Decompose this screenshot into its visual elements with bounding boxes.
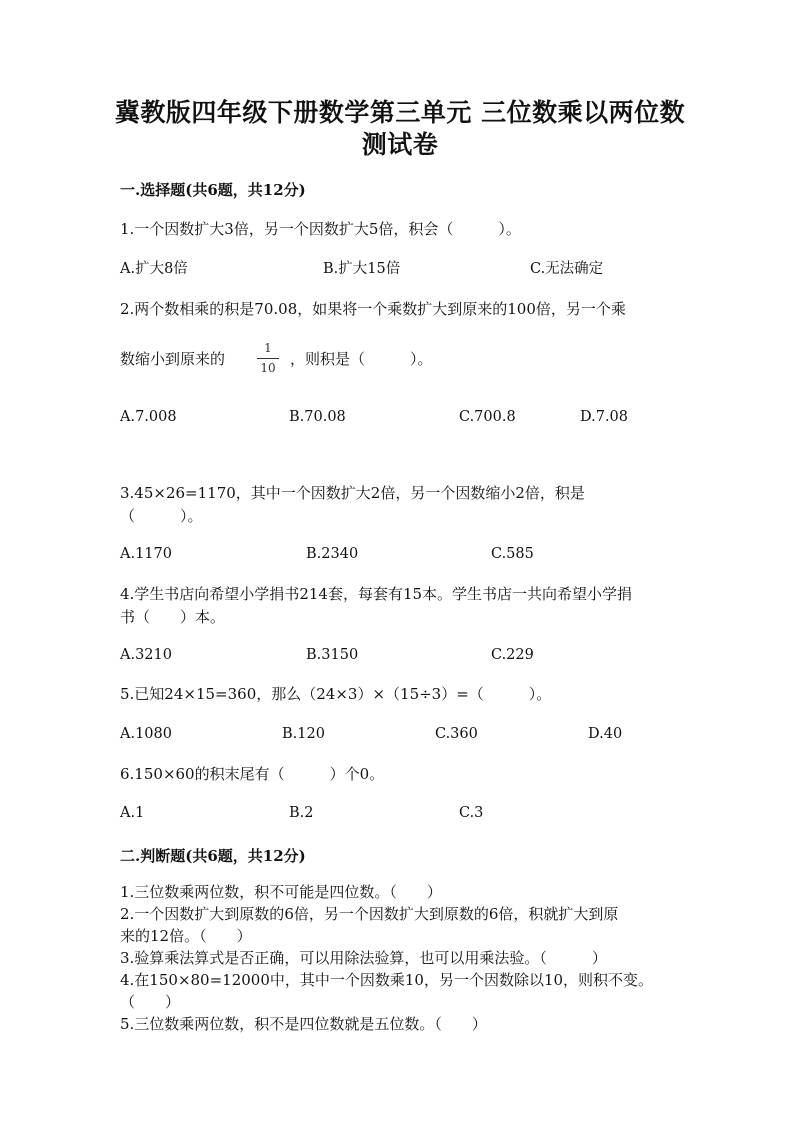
question-3-line1: 3.45×26=1170，其中一个因数扩大2倍，另一个因数缩小2倍，积是 [120,484,585,502]
q2-option-c: C.700.8 [459,409,516,425]
question-4-line1: 4.学生书店向希望小学捐书214套，每套有15本。学生书店一共向希望小学捐 [120,585,633,603]
q5-option-a: A.1080 [120,726,172,742]
q5-option-c: C.360 [435,726,478,742]
q3-option-a: A.1170 [120,546,172,562]
q6-option-b: B.2 [289,805,314,821]
fraction-numerator: 1 [264,341,272,355]
tf-line: （ ） [120,993,181,1011]
question-4-line2: 书（ ）本。 [120,608,226,626]
q4-option-a: A.3210 [120,647,172,663]
question-2-line1: 2.两个数相乘的积是70.08，如果将一个乘数扩大到原来的100倍，另一个乘 [120,300,626,318]
tf-line: 5.三位数乘两位数，积不是四位数就是五位数。（ ） [120,1015,487,1033]
tf-line: 1.三位数乘两位数，积不可能是四位数。（ ） [120,883,442,901]
q3-option-c: C.585 [491,546,534,562]
q1-option-b: B.扩大15倍 [323,261,401,277]
tf-line: 2.一个因数扩大到原数的6倍，另一个因数扩大到原数的6倍，积就扩大到原 [120,905,619,923]
q5-option-b: B.120 [282,726,325,742]
tf-line: 4.在150×80=12000中，其中一个因数乘10，另一个因数除以10，则积不变。 [120,971,654,989]
question-5: 5.已知24×15=360，那么（24×3）×（15÷3）=（ ）。 [120,685,552,703]
q1-option-a: A.扩大8倍 [120,261,188,277]
fraction-bar [257,358,279,359]
q6-option-a: A.1 [120,805,145,821]
question-1: 1.一个因数扩大3倍，另一个因数扩大5倍，积会（ ）。 [120,220,521,238]
q5-option-d: D.40 [588,726,623,742]
q1-option-c: C.无法确定 [530,261,604,277]
q2-option-a: A.7.008 [120,409,177,425]
fraction-denominator: 10 [260,361,276,375]
section-heading-true-false: 二.判断题(共6题，共12分) [120,847,306,865]
question-2-line2a: 数缩小到原来的 [120,350,226,368]
section-heading-choice: 一.选择题(共6题，共12分) [120,181,306,199]
fraction-one-tenth [255,342,281,375]
q6-option-c: C.3 [459,805,484,821]
question-3-line2: （ ）。 [120,507,203,525]
q2-option-d: D.7.08 [580,409,629,425]
q4-option-c: C.229 [491,647,534,663]
tf-line: 3.验算乘法算式是否正确，可以用除法验算，也可以用乘法验。（ ） [120,949,607,967]
q3-option-b: B.2340 [306,546,359,562]
document-title-line2: 测试卷 [361,130,439,159]
tf-line: 来的12倍。（ ） [120,927,252,945]
question-2-line2b: ，则积是（ ）。 [290,350,433,368]
question-6: 6.150×60的积末尾有（ ）个0。 [120,765,385,783]
q2-option-b: B.70.08 [289,409,346,425]
q4-option-b: B.3150 [306,647,359,663]
document-title-line1: 冀教版四年级下册数学第三单元 三位数乘以两位数 [114,98,686,127]
